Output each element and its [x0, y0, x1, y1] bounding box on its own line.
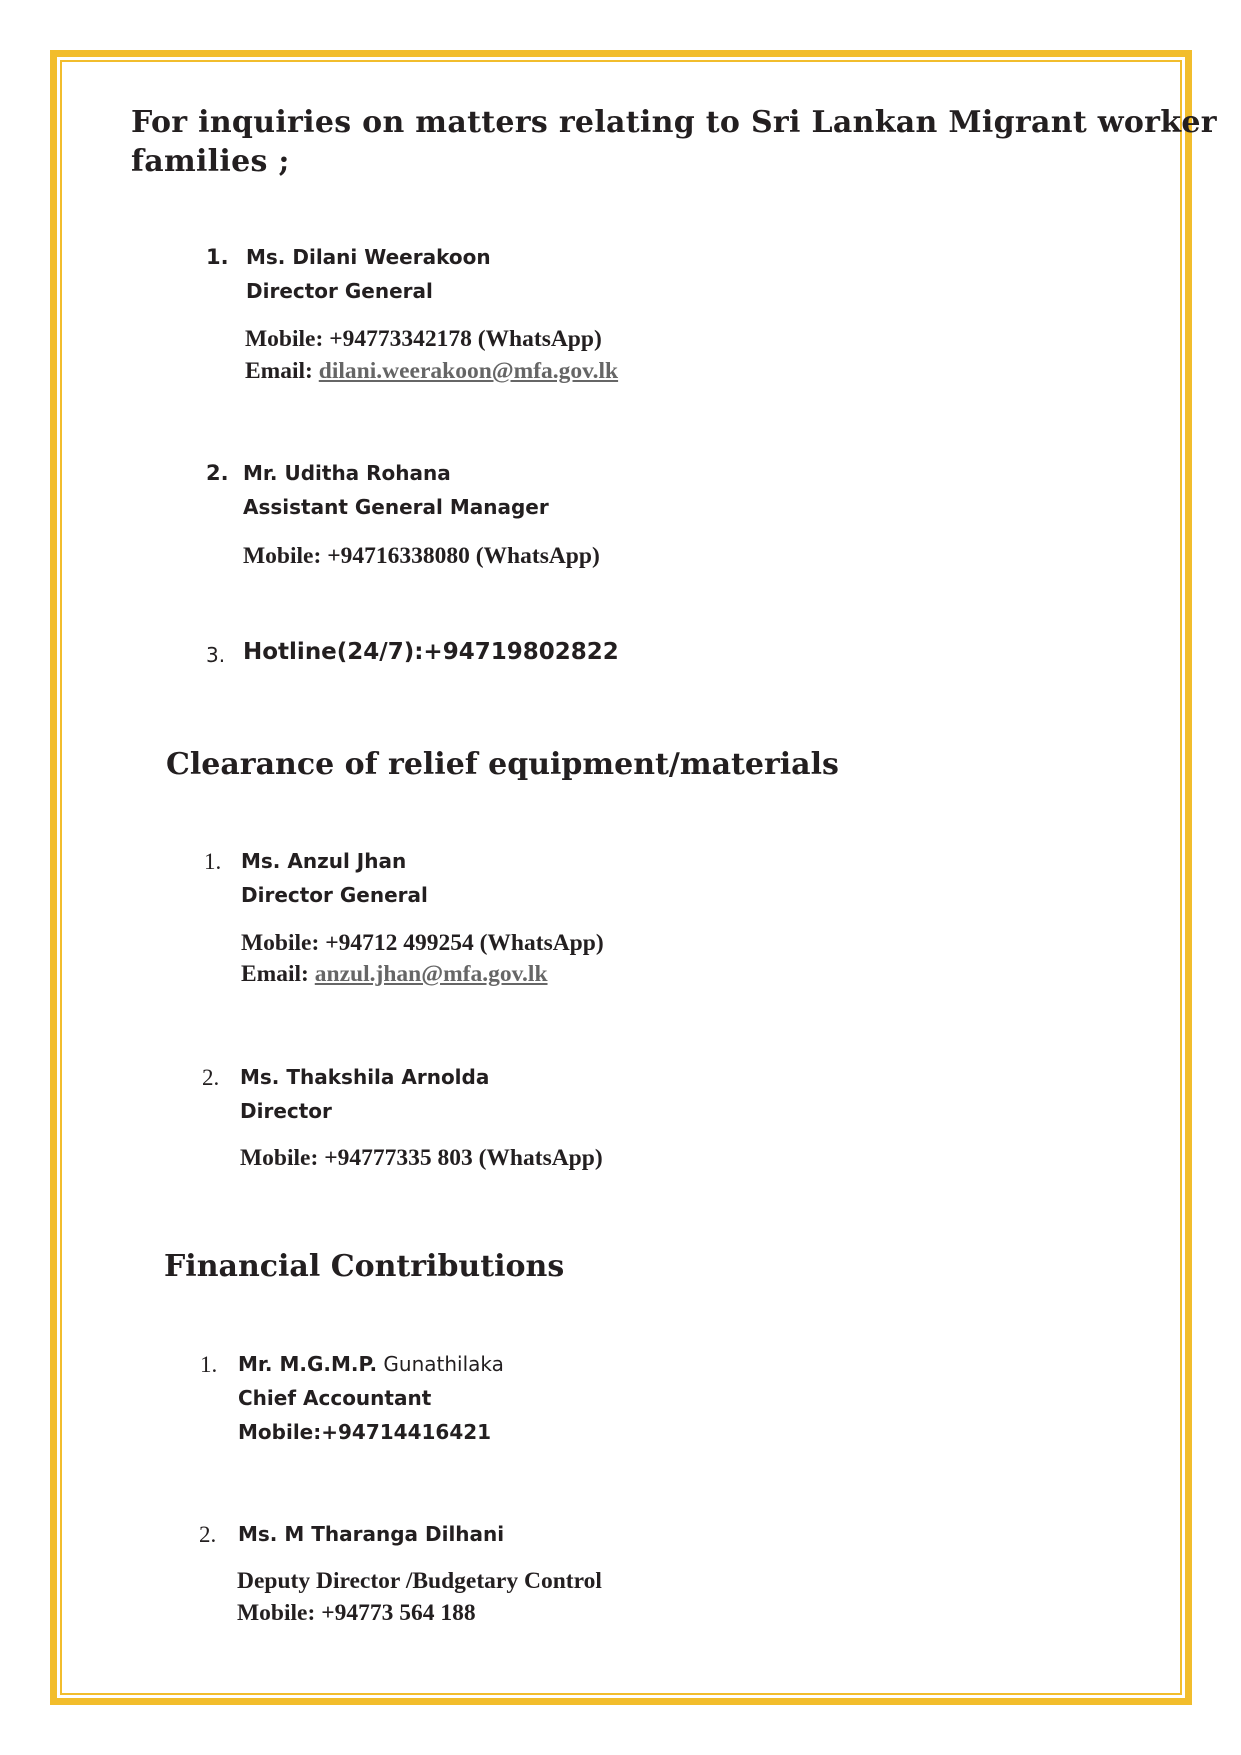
mobile-label: Mobile:	[241, 930, 320, 956]
list-number: 2.	[199, 1522, 217, 1547]
list-number: 2.	[202, 1065, 220, 1090]
contact-email	[245, 358, 618, 385]
email-link[interactable]: dilani.weerakoon@mfa.gov.lk	[318, 358, 619, 384]
contact-name: Ms. Thakshila Arnolda	[240, 1065, 490, 1089]
list-number: 3.	[206, 643, 226, 667]
list-number: 2.	[206, 461, 229, 485]
contact-mobile	[241, 930, 604, 957]
mobile-label: Mobile:	[240, 1145, 319, 1171]
mobile-label: Mobile:	[245, 326, 324, 352]
email-label: Email:	[245, 358, 313, 384]
mobile-label: Mobile:	[243, 543, 322, 569]
mobile-value: +94773342178 (WhatsApp)	[329, 326, 602, 352]
page-border-inner	[60, 60, 1182, 1695]
contact-name: Mr. Uditha Rohana	[243, 461, 451, 485]
mobile-value: +94777335 803 (WhatsApp)	[324, 1145, 603, 1171]
email-label: Email:	[241, 961, 309, 987]
contact-mobile	[240, 1145, 603, 1172]
list-number: 1.	[200, 1352, 218, 1377]
contact-title: Assistant General Manager	[243, 495, 549, 519]
mobile-value: +94712 499254 (WhatsApp)	[325, 930, 604, 956]
contact-name: Ms. Anzul Jhan	[241, 849, 407, 873]
contact-title: Chief Accountant	[238, 1386, 432, 1410]
contact-title: Director General	[246, 279, 433, 303]
list-number: 1.	[204, 849, 222, 874]
contact-mobile	[243, 543, 600, 570]
contact-name: Ms. Dilani Weerakoon	[246, 245, 491, 269]
migrant-heading-line1: For inquiries on matters relating to Sri Lankan Migrant worker	[131, 105, 1217, 140]
contact-title: Director General	[241, 883, 428, 907]
list-number: 1.	[206, 245, 229, 269]
contact-title: Director	[240, 1099, 332, 1123]
migrant-heading-line2: families ;	[131, 144, 290, 179]
contact-title: Deputy Director /Budgetary Control	[237, 1568, 602, 1594]
contact-name	[238, 1352, 504, 1376]
contact-mobile	[245, 326, 602, 353]
mobile-value: +94716338080 (WhatsApp)	[327, 543, 600, 569]
email-link[interactable]: anzul.jhan@mfa.gov.lk	[314, 961, 548, 987]
contact-name: Ms. M Tharanga Dilhani	[238, 1522, 505, 1546]
contact-mobile: Mobile:+94714416421	[238, 1420, 492, 1444]
hotline: Hotline(24/7):+94719802822	[243, 639, 619, 665]
contact-email	[241, 961, 548, 988]
financial-heading: Financial Contributions	[164, 1249, 565, 1284]
contact-mobile: Mobile: +94773 564 188	[237, 1600, 476, 1626]
name-surname: Gunathilaka	[377, 1352, 504, 1376]
name-initials: Mr. M.G.M.P.	[238, 1352, 378, 1376]
clearance-heading: Clearance of relief equipment/materials	[166, 747, 839, 782]
